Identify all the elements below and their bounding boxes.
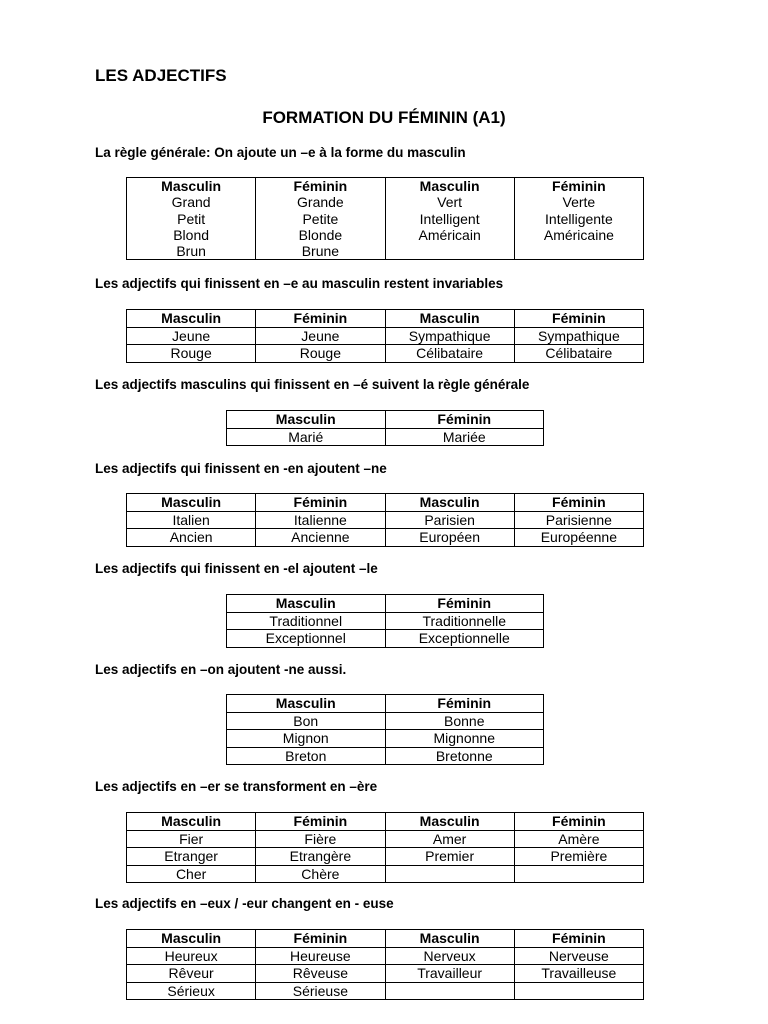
table-accent-e bbox=[226, 410, 544, 446]
rule-eux-eur: Les adjectifs en –eux / -eur changent en - euse bbox=[95, 896, 394, 911]
cell: Petite bbox=[302, 210, 339, 227]
cell: Grand bbox=[171, 194, 211, 211]
table-row: Exceptionnel Exceptionnelle bbox=[227, 630, 544, 648]
table-row: Italien Italienne Parisien Parisienne bbox=[127, 511, 644, 529]
table-row: Etranger Etrangère Premier Première bbox=[127, 848, 644, 866]
cell: Intelligent bbox=[419, 210, 480, 227]
table-row: Mignon Mignonne bbox=[227, 730, 544, 748]
rule-accent-e: Les adjectifs masculins qui finissent en –é suivent la règle générale bbox=[95, 377, 530, 392]
cell: Verte bbox=[562, 194, 596, 211]
table-row: Marié Mariée bbox=[227, 428, 544, 446]
table-row: Traditionnel Traditionnelle bbox=[227, 612, 544, 630]
document-title: LES ADJECTIFS bbox=[95, 66, 227, 85]
table-header-row: Masculin Féminin bbox=[227, 411, 544, 429]
table-header-row: Masculin Féminin Masculin Féminin bbox=[127, 310, 644, 328]
cell: Brune bbox=[301, 243, 340, 260]
table-eux-eur bbox=[126, 929, 644, 1000]
cell: Blond bbox=[173, 226, 210, 243]
table-invariables bbox=[126, 309, 644, 363]
table-row: Heureux Heureuse Nerveux Nerveuse bbox=[127, 947, 644, 965]
rule-on: Les adjectifs en –on ajoutent -ne aussi. bbox=[95, 662, 347, 677]
table-header-row: Masculin Féminin Masculin Féminin bbox=[127, 930, 644, 948]
table-row: Ancien Ancienne Européen Européenne bbox=[127, 529, 644, 547]
rule-er: Les adjectifs en –er se transforment en –ère bbox=[95, 779, 378, 794]
table-header-row: Masculin Féminin Masculin Féminin bbox=[127, 813, 644, 831]
table-row: Fier Fière Amer Amère bbox=[127, 830, 644, 848]
rule-el: Les adjectifs qui finissent en -el ajoutent –le bbox=[95, 561, 378, 576]
table-header-row: Masculin Féminin bbox=[227, 595, 544, 613]
rule-en: Les adjectifs qui finissent en -en ajoutent –ne bbox=[95, 461, 387, 476]
document-subtitle: FORMATION DU FÉMININ (A1) bbox=[262, 108, 506, 127]
table-row: Cher Chère bbox=[127, 865, 644, 883]
cell: Américain bbox=[418, 226, 481, 243]
rule-invariables: Les adjectifs qui finissent en –e au masculin restent invariables bbox=[95, 276, 504, 291]
cell: Américaine bbox=[543, 226, 614, 243]
cell: Vert bbox=[437, 194, 463, 211]
table-row: Breton Bretonne bbox=[227, 747, 544, 765]
table-row: Bon Bonne bbox=[227, 712, 544, 730]
column-masculin-1: Masculin Grand Petit Blond Brun bbox=[127, 178, 256, 260]
rule-general: La règle générale: On ajoute un –e à la forme du masculin bbox=[95, 145, 466, 160]
table-er bbox=[126, 812, 644, 883]
cell: Intelligente bbox=[545, 210, 613, 227]
cell: Brun bbox=[176, 243, 206, 260]
table-row: Sérieux Sérieuse bbox=[127, 982, 644, 1000]
cell: Blonde bbox=[298, 226, 343, 243]
table-on bbox=[226, 694, 544, 765]
table-row: Rouge Rouge Célibataire Célibataire bbox=[127, 345, 644, 363]
table-general-rule bbox=[126, 177, 644, 260]
table-header-row: Masculin Féminin bbox=[227, 695, 544, 713]
table-en bbox=[126, 493, 644, 547]
cell: Petit bbox=[177, 210, 206, 227]
table-header-row: Masculin Féminin Masculin Féminin bbox=[127, 494, 644, 512]
column-feminin-1: Féminin Grande Petite Blonde Brune bbox=[256, 178, 385, 260]
table-el bbox=[226, 594, 544, 648]
cell: Grande bbox=[297, 194, 344, 211]
column-feminin-2: Féminin Verte Intelligente Américaine bbox=[514, 178, 643, 260]
table-row: Jeune Jeune Sympathique Sympathique bbox=[127, 327, 644, 345]
table-row: Rêveur Rêveuse Travailleur Travailleuse bbox=[127, 965, 644, 983]
column-masculin-2: Masculin Vert Intelligent Américain bbox=[385, 178, 514, 260]
